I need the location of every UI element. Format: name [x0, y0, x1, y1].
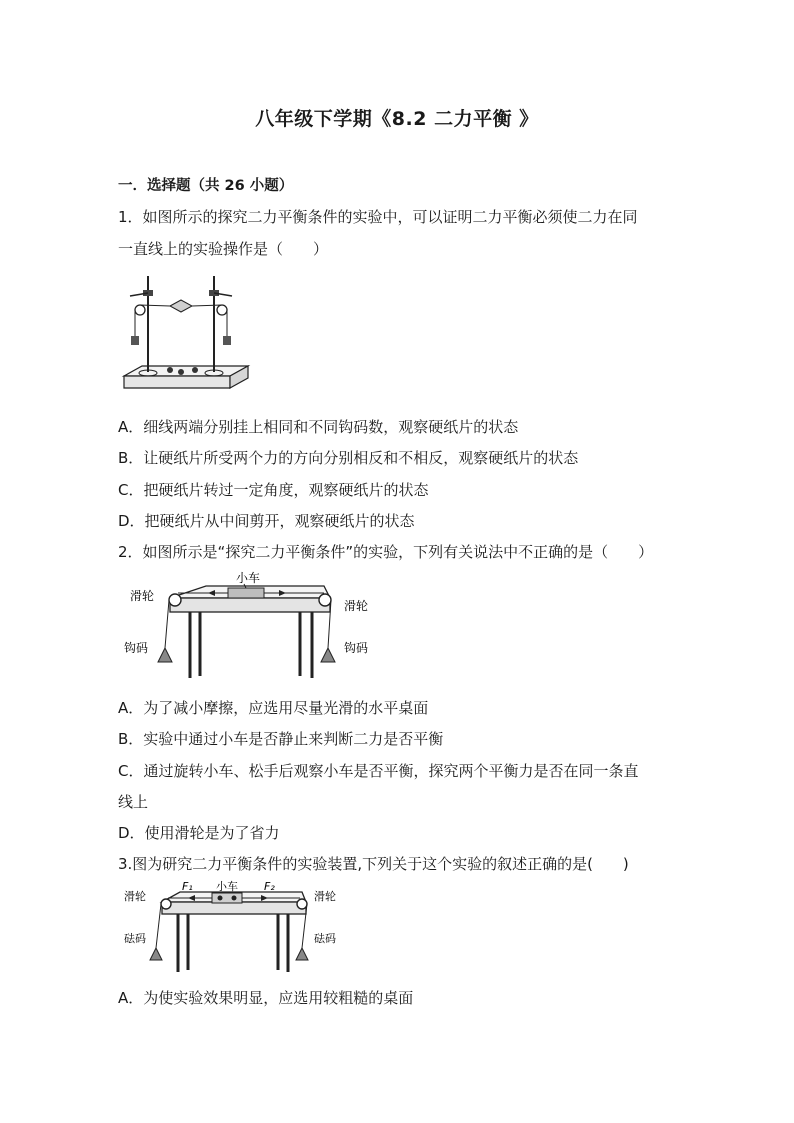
- q1-stem-line-2: 一直线上的实验操作是（ ）: [118, 240, 329, 258]
- q3-stem: 3.图为研究二力平衡条件的实验装置,下列关于这个实验的叙述正确的是( ): [118, 855, 629, 873]
- section-heading: 一．选择题（共 26 小题）: [118, 178, 294, 194]
- q3-figure: [118, 880, 348, 975]
- q2-option-a: A．为了减小摩擦，应选用尽量光滑的水平桌面: [118, 699, 429, 717]
- q2-label-pulley-left: 滑轮: [130, 589, 155, 603]
- page-title: 八年级下学期《8.2 二力平衡 》: [255, 108, 539, 130]
- q1-stem-line-1: 1．如图所示的探究二力平衡条件的实验中，可以证明二力平衡必须使二力在同: [118, 208, 638, 226]
- q2-option-b: B．实验中通过小车是否静止来判断二力是否平衡: [118, 730, 444, 748]
- q1-option-b: B．让硬纸片所受两个力的方向分别相反和不相反，观察硬纸片的状态: [118, 449, 579, 467]
- q2-stem: 2．如图所示是“探究二力平衡条件”的实验，下列有关说法中不正确的是（ ）: [118, 543, 654, 561]
- q2-figure: [118, 570, 378, 682]
- q3-label-f1: F₁: [182, 880, 193, 893]
- q2-label-cart: 小车: [236, 571, 261, 585]
- q2-label-weight-left: 钩码: [124, 641, 149, 655]
- q3-label-f2: F₂: [264, 880, 275, 893]
- q1-option-c: C．把硬纸片转过一定角度，观察硬纸片的状态: [118, 481, 429, 499]
- q3-label-pulley-right: 滑轮: [314, 890, 336, 903]
- q3-option-a: A．为使实验效果明显，应选用较粗糙的桌面: [118, 989, 414, 1007]
- q2-option-c: C．通过旋转小车、松手后观察小车是否平衡，探究两个平衡力是否在同一条直: [118, 762, 639, 780]
- q1-figure: [118, 268, 253, 393]
- q3-label-weight-right: 砝码: [314, 932, 336, 945]
- q1-option-d: D．把硬纸片从中间剪开，观察硬纸片的状态: [118, 512, 415, 530]
- q2-option-d: D．使用滑轮是为了省力: [118, 824, 280, 842]
- q2-label-weight-right: 钩码: [344, 641, 369, 655]
- q2-label-pulley-right: 滑轮: [344, 599, 369, 613]
- q3-label-cart: 小车: [216, 880, 238, 893]
- q3-label-weight-left: 砝码: [124, 932, 146, 945]
- q3-label-pulley-left: 滑轮: [124, 890, 146, 903]
- q1-option-a: A．细线两端分别挂上相同和不同钩码数，观察硬纸片的状态: [118, 418, 519, 436]
- q2-option-c-continued: 线上: [118, 793, 149, 811]
